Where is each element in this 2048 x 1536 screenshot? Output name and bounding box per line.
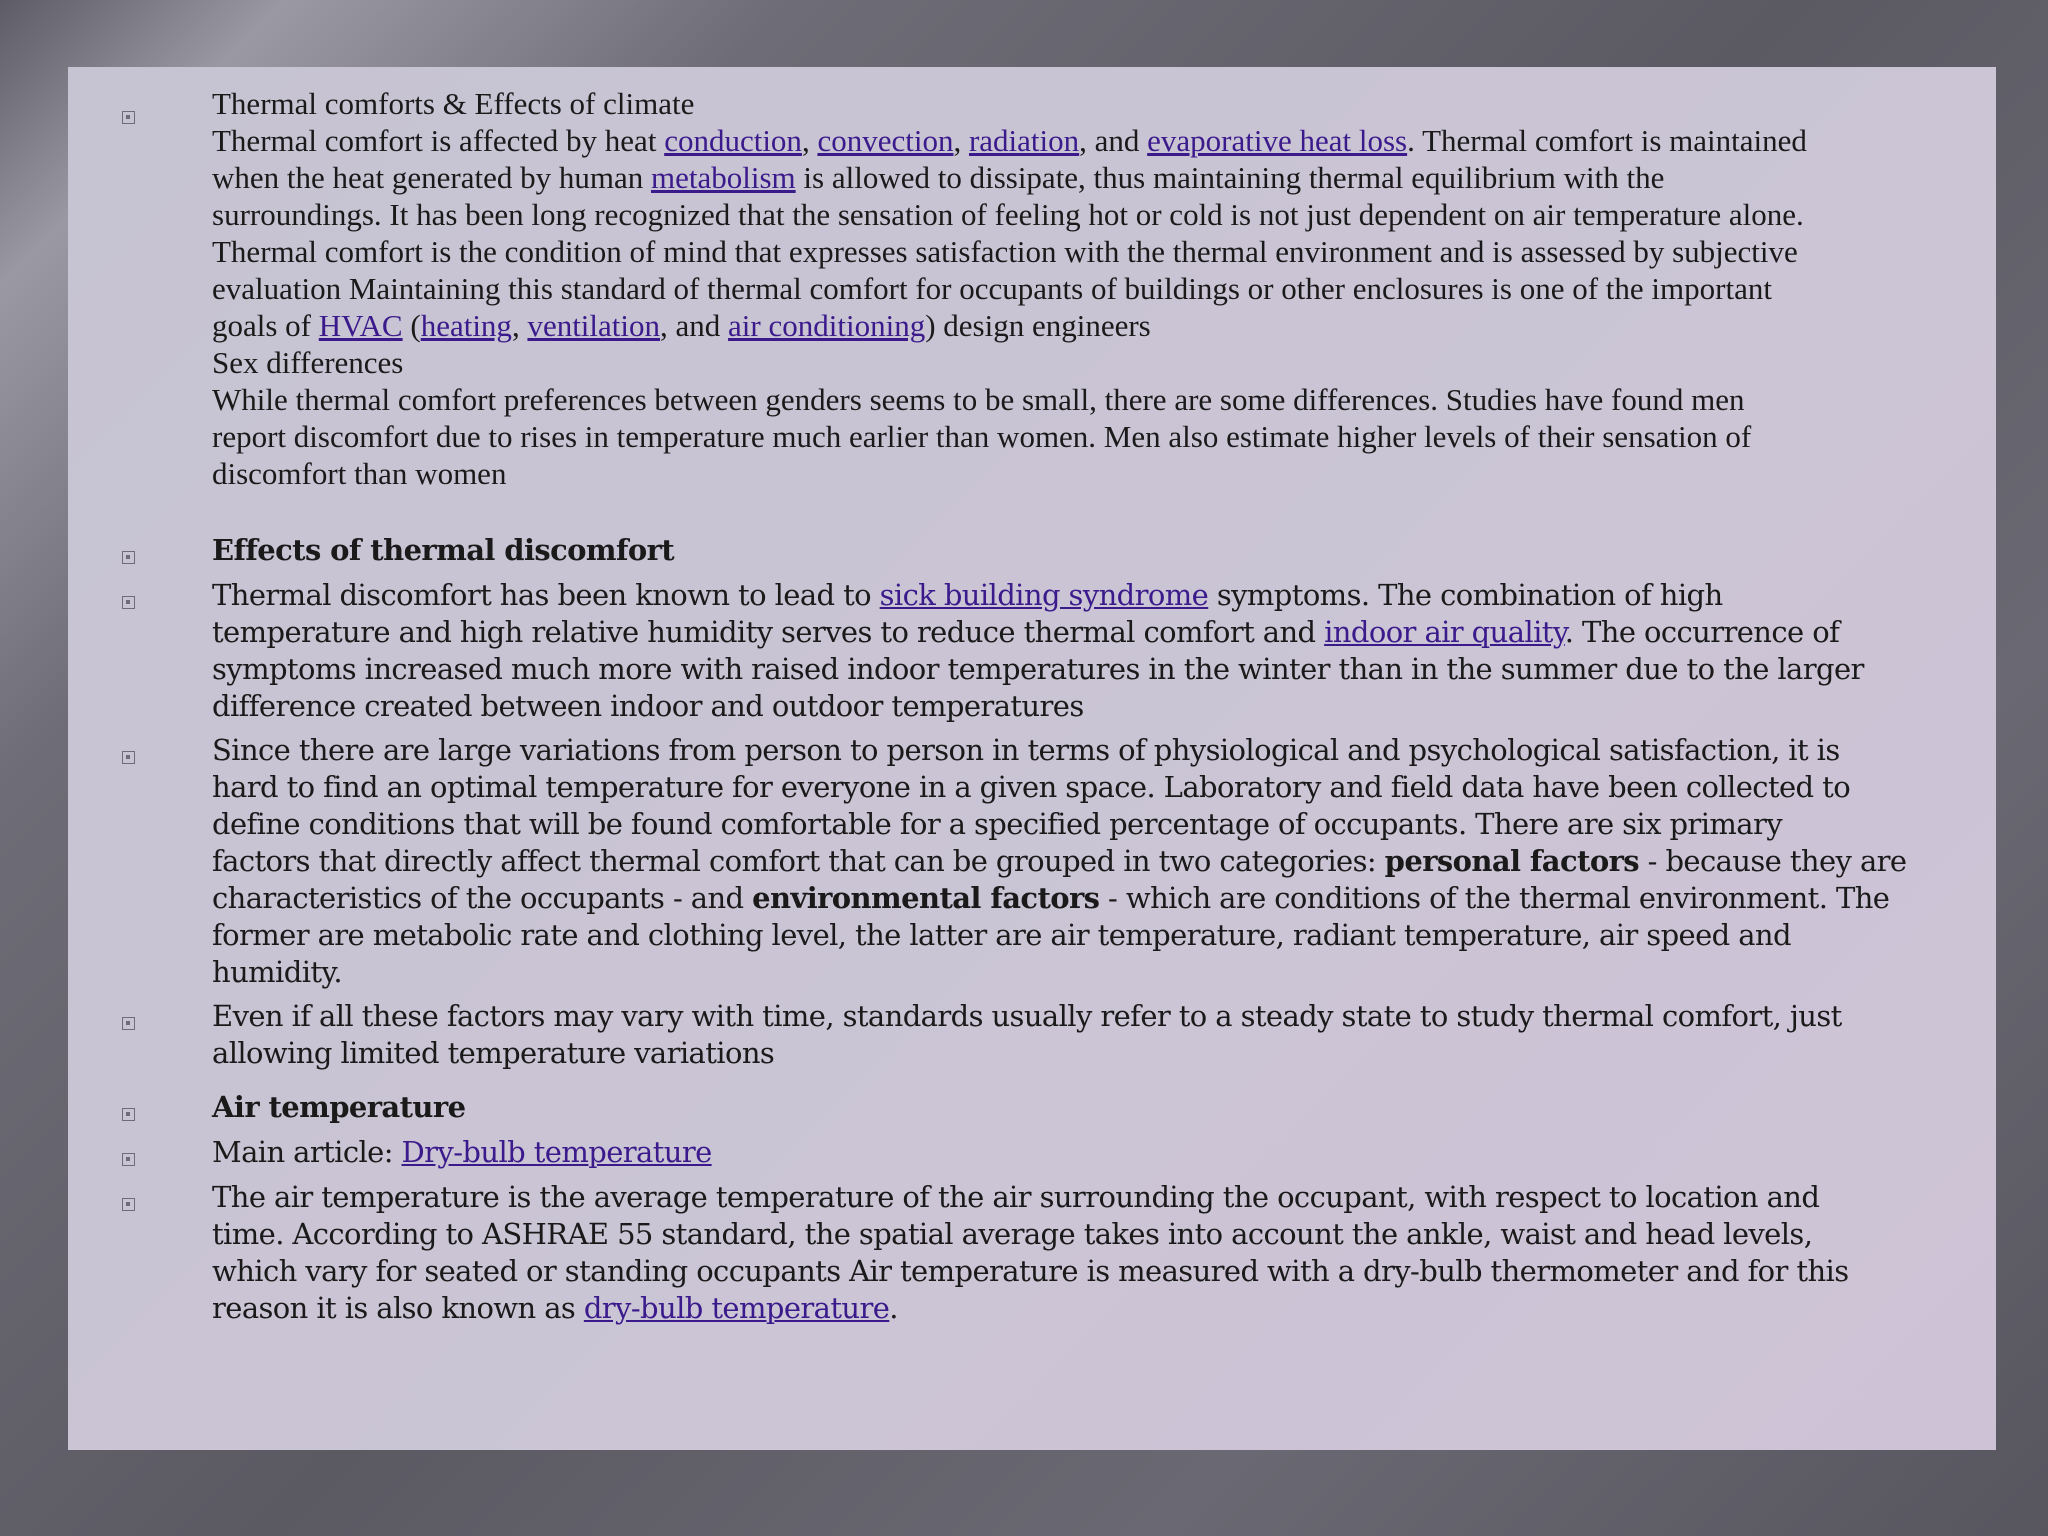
text-run: . [889,1291,898,1325]
text-run: , [511,308,528,343]
bullet-text [212,85,2042,492]
text-line [212,1134,2042,1171]
bullet-icon [122,1017,135,1030]
bullet-icon [122,111,135,124]
link-dry-bulb-temperature-main[interactable]: Dry-bulb temperature [401,1135,712,1169]
link-air-conditioning[interactable]: air conditioning [728,308,926,343]
text-line: evaluation Maintaining this standard of thermal comfort for occupants of buildings or other enclosures is one of the important [212,271,1772,306]
bullet-text [212,998,2042,1072]
text-line: While thermal comfort preferences between genders seems to be small, there are some differences. Studies have found men [212,382,1745,417]
bullet-text [212,732,2042,991]
text-run: characteristics of the occupants - and [212,881,753,915]
text-line [212,577,2042,614]
link-indoor-air-quality[interactable]: indoor air quality [1324,615,1565,649]
bullet-text [212,1179,2042,1327]
text-run: is allowed to dissipate, thus maintaining thermal equilibrium with the [795,160,1665,195]
text-line [212,122,2042,159]
bullet-icon [122,751,135,764]
link-metabolism[interactable]: metabolism [651,160,796,195]
text-line: define conditions that will be found comfortable for a specified percentage of occupants. There are six primary [212,807,1783,841]
text-line: humidity. [212,955,342,989]
link-conduction[interactable]: conduction [664,123,802,158]
bullet-icon [122,596,135,609]
bullet-text [212,1134,2042,1171]
text-run: goals of [212,308,319,343]
subtitle-sex-differences: Sex differences [212,345,404,380]
text-run: , and [660,308,729,343]
link-evaporative-heat-loss[interactable]: evaporative heat loss [1147,123,1408,158]
text-run: Main article: [212,1135,402,1169]
link-ventilation[interactable]: ventilation [527,308,661,343]
text-run: . The occurrence of [1564,615,1840,649]
text-run: ( [402,308,421,343]
text-line: allowing limited temperature variations [212,1036,775,1070]
text-line [212,159,2042,196]
heading-air-temperature: Air temperature [212,1090,466,1124]
text-line [212,1290,2042,1327]
bullet-icon [122,1153,135,1166]
link-dry-bulb-temperature[interactable]: dry-bulb temperature [583,1291,890,1325]
text-line: former are metabolic rate and clothing level, the latter are air temperature, radiant temperature, air speed and [212,918,1791,952]
text-run: Thermal comfort is affected by heat [212,123,665,158]
text-line: difference created between indoor and outdoor temperatures [212,689,1084,723]
text-line [212,880,2042,917]
text-run: when the heat generated by human [212,160,651,195]
heading-effects-of-thermal-discomfort: Effects of thermal discomfort [212,533,675,567]
text-line: symptoms increased much more with raised indoor temperatures in the winter than in the summer due to the larger [212,652,1864,686]
text-run: . Thermal comfort is maintained [1407,123,1807,158]
text-run: - which are conditions of the thermal environment. The [1099,881,1890,915]
bullet-icon [122,1108,135,1121]
text-line: Thermal comfort is the condition of mind that expresses satisfaction with the thermal environment and is assessed by subjective [212,234,1798,269]
text-line: Even if all these factors may vary with time, standards usually refer to a steady state to study thermal comfort, just [212,999,1842,1033]
bold-environmental-factors: environmental factors [752,881,1100,915]
text-line: surroundings. It has been long recognized that the sensation of feeling hot or cold is not just dependent on air temperature alone. [212,197,1804,232]
text-line: hard to find an optimal temperature for everyone in a given space. Laboratory and field data have been collected to [212,770,1851,804]
text-run: Thermal discomfort has been known to lead to [212,578,880,612]
text-run: symptoms. The combination of high [1208,578,1723,612]
text-line: discomfort than women [212,456,507,491]
link-sick-building-syndrome[interactable]: sick building syndrome [879,578,1209,612]
block-title: Thermal comforts & Effects of climate [212,86,695,121]
text-line: which vary for seated or standing occupants Air temperature is measured with a dry-bulb thermometer and for this [212,1254,1849,1288]
text-run: , [953,123,969,158]
bullet-icon [122,1198,135,1211]
text-run: - because they are [1639,844,1907,878]
text-run: reason it is also known as [212,1291,584,1325]
link-radiation[interactable]: radiation [968,123,1080,158]
text-line: Since there are large variations from person to person in terms of physiological and psychological satisfaction, it is [212,733,1840,767]
text-line [212,843,2042,880]
link-heating[interactable]: heating [420,308,512,343]
bullet-text [212,1089,2042,1126]
slide-panel [68,67,1996,1450]
bullet-text [212,577,2042,725]
link-hvac[interactable]: HVAC [318,308,403,343]
text-run: , [801,123,818,158]
text-line: The air temperature is the average temperature of the air surrounding the occupant, with respect to location and [212,1180,1820,1214]
text-run: , and [1079,123,1148,158]
bullet-icon [122,551,135,564]
text-line [212,614,2042,651]
text-line: report discomfort due to rises in temperature much earlier than women. Men also estimate higher levels of their sensation of [212,419,1752,454]
text-line: time. According to ASHRAE 55 standard, the spatial average takes into account the ankle, waist and head levels, [212,1217,1813,1251]
link-convection[interactable]: convection [817,123,954,158]
bullet-text [212,532,2042,569]
text-line [212,307,2042,344]
bold-personal-factors: personal factors [1384,844,1640,878]
text-run: factors that directly affect thermal comfort that can be grouped in two categories: [212,844,1385,878]
text-run: ) design engineers [925,308,1151,343]
text-run: temperature and high relative humidity serves to reduce thermal comfort and [212,615,1325,649]
